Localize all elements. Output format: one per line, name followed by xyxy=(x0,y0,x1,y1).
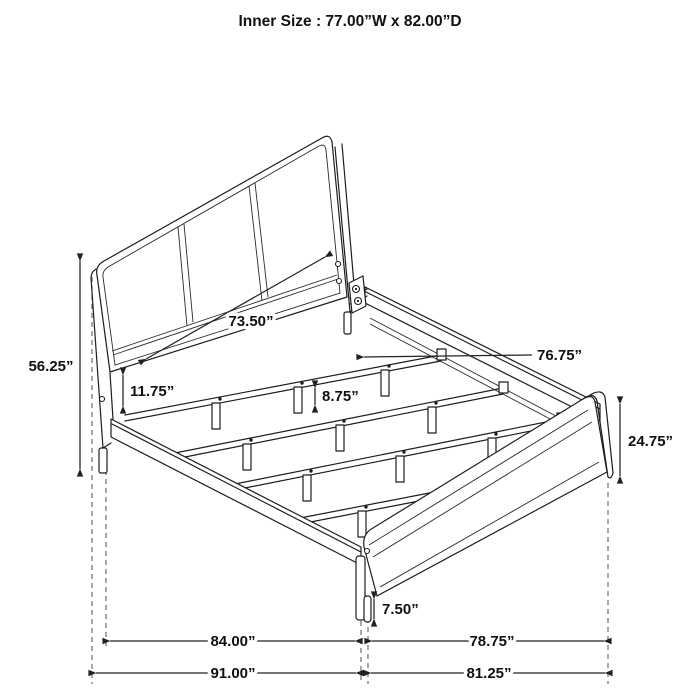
label-inner-depth-span: 84.00” xyxy=(210,633,256,650)
bolt-bracket-plate xyxy=(349,276,366,313)
label-slat-length: 76.75” xyxy=(537,347,583,364)
label-footboard-height: 24.75” xyxy=(628,433,674,450)
label-footboard-inner-span: 78.75” xyxy=(469,633,515,650)
label-headboard-width: 73.50” xyxy=(228,313,274,330)
label-slat-leg-height: 8.75” xyxy=(322,388,359,405)
footboard xyxy=(364,392,613,596)
label-footboard-leg-height: 7.50” xyxy=(382,601,419,618)
label-overall-width: 81.25” xyxy=(466,665,512,682)
diagram-title: Inner Size : 77.00”W x 82.00”D xyxy=(238,13,462,30)
label-headboard-height: 56.25” xyxy=(28,358,74,375)
bed-frame-drawing xyxy=(91,136,613,622)
label-under-headboard-clearance: 11.75” xyxy=(130,383,175,400)
leader-line-76-75 xyxy=(364,355,532,357)
headboard xyxy=(91,136,366,473)
label-overall-depth: 91.00” xyxy=(210,665,256,682)
